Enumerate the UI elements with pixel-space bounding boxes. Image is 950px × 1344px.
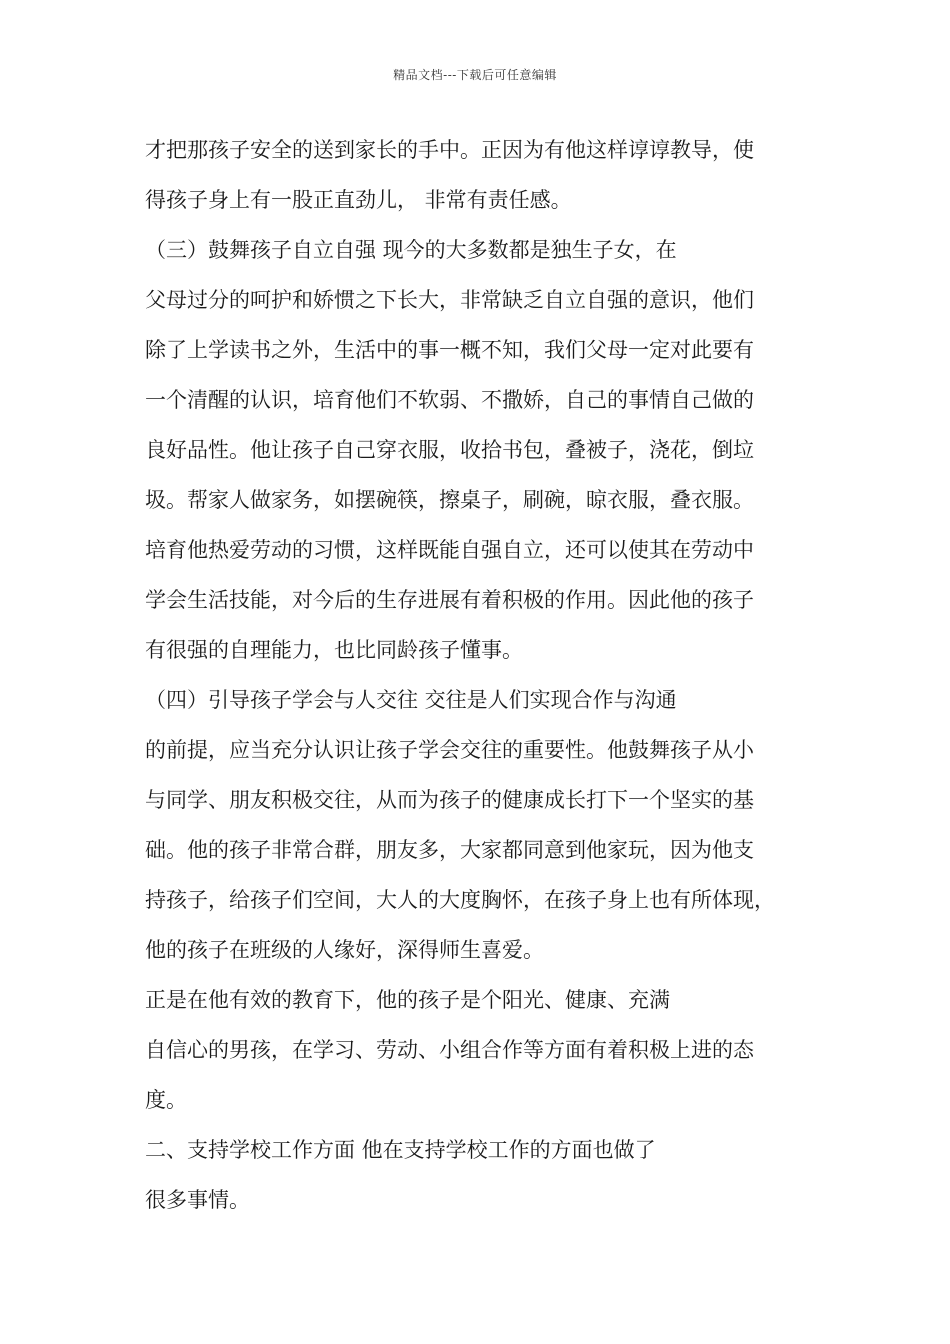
body-line: 的前提，应当充分认识让孩子学会交往的重要性。他鼓舞孩子从小 <box>145 738 754 762</box>
body-line: 度。 <box>145 1088 187 1112</box>
body-line: 一个清醒的认识，培育他们不软弱、不撒娇，自己的事情自己做的 <box>145 388 754 412</box>
body-line: 正是在他有效的教育下，他的孩子是个阳光、健康、充满 <box>145 988 670 1012</box>
page-header: 精品文档---下载后可任意编辑 <box>393 68 557 82</box>
body-line: 圾。帮家人做家务，如摆碗筷，擦桌子，刷碗，晾衣服，叠衣服。 <box>145 488 754 512</box>
body-line: 自信心的男孩，在学习、劳动、小组合作等方面有着积极上进的态 <box>145 1038 754 1062</box>
body-line: 与同学、朋友积极交往，从而为孩子的健康成长打下一个坚实的基 <box>145 788 754 812</box>
body-line: 有很强的自理能力，也比同龄孩子懂事。 <box>145 638 523 662</box>
body-line: 学会生活技能，对今后的生存进展有着积极的作用。因此他的孩子 <box>145 588 754 612</box>
body-line: （三）鼓舞孩子自立自强 现今的大多数都是独生子女，在 <box>145 238 677 262</box>
body-line: 础。他的孩子非常合群，朋友多，大家都同意到他家玩，因为他支 <box>145 838 754 862</box>
body-line: 得孩子身上有一股正直劲儿， 非常有责任感。 <box>145 188 572 212</box>
body-line: 二、支持学校工作方面 他在支持学校工作的方面也做了 <box>145 1138 656 1162</box>
body-line: 良好品性。他让孩子自己穿衣服，收拾书包，叠被子，浇花，倒垃 <box>145 438 754 462</box>
body-line: 他的孩子在班级的人缘好，深得师生喜爱。 <box>145 938 544 962</box>
body-line: （四）引导孩子学会与人交往 交往是人们实现合作与沟通 <box>145 688 677 712</box>
body-line: 除了上学读书之外，生活中的事一概不知，我们父母一定对此要有 <box>145 338 754 362</box>
body-line: 父母过分的呵护和娇惯之下长大，非常缺乏自立自强的意识，他们 <box>145 288 754 312</box>
body-line: 很多事情。 <box>145 1188 250 1212</box>
body-line: 持孩子，给孩子们空间，大人的大度胸怀，在孩子身上也有所体现， <box>145 888 775 912</box>
body-line: 培育他热爱劳动的习惯，这样既能自强自立，还可以使其在劳动中 <box>145 538 754 562</box>
body-line: 才把那孩子安全的送到家长的手中。正因为有他这样谆谆教导，使 <box>145 138 754 162</box>
